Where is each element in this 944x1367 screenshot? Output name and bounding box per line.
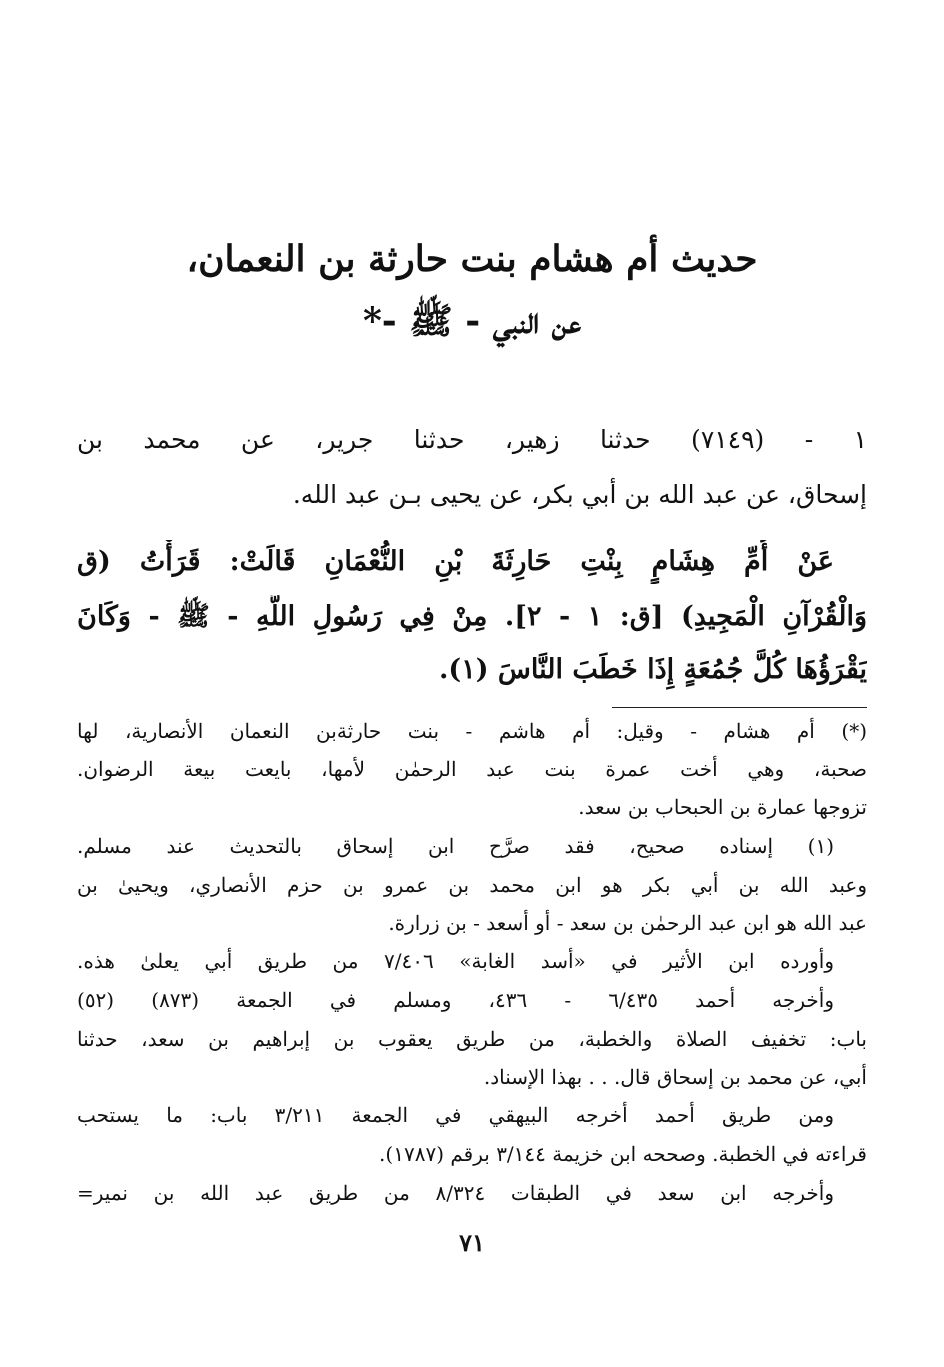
- matn-line-1: عَنْ أُمِّ هِشَامٍ بِنْتِ حَارِثَةَ بْنِ النُّعْمَانِ قَالَتْ: قَرَأْتُ (ق: [77, 546, 834, 577]
- footnote-separator: [612, 707, 867, 708]
- footnote-line-9: باب: تخفيف الصلاة والخطبة، من طريق يعقوب بن إبراهيم بن سعد، حدثنا: [77, 1027, 867, 1051]
- footnote-line-3: تزوجها عمارة بن الحبحاب بن سعد.: [578, 795, 867, 819]
- footnote-line-8: وأخرجه أحمد ٦/٤٣٥ - ٤٣٦، ومسلم في الجمعة (٨٧٣) (٥٢): [77, 988, 834, 1012]
- matn-line-3: يَقْرَؤُهَا كُلَّ جُمُعَةٍ إِذَا خَطَبَ النَّاسَ (١).: [439, 654, 867, 685]
- footnote-line-6: عبد الله هو ابن عبد الرحمٰن بن سعد - أو أسعد - بن زرارة.: [388, 911, 867, 935]
- footnote-line-12: قراءته في الخطبة. وصححه ابن خزيمة ٣/١٤٤ برقم (١٧٨٧).: [379, 1142, 867, 1166]
- isnad-line-2: إسحاق، عن عبد الله بن أبي بكر، عن يحيى بـن عبد الله.: [292, 480, 867, 509]
- chapter-title-line-1: حديث أم هشام بنت حارثة بن النعمان،: [186, 238, 758, 280]
- chapter-title-line-2: عن النبي - ﷺ -*: [362, 300, 582, 342]
- footnote-line-13: وأخرجه ابن سعد في الطبقات ٨/٣٢٤ من طريق عبد الله بن نمير=: [77, 1181, 834, 1205]
- isnad-line-1: ١ - (٧١٤٩) حدثنا زهير، حدثنا جرير، عن محمد بن: [77, 425, 867, 454]
- footnote-line-11: ومن طريق أحمد أخرجه البيهقي في الجمعة ٣/٢١١ باب: ما يستحب: [77, 1103, 834, 1127]
- footnote-line-2: صحبة، وهي أخت عمرة بنت عبد الرحمٰن لأمها، بايعت بيعة الرضوان.: [77, 757, 867, 781]
- footnote-line-4: (١) إسناده صحيح، فقد صرَّح ابن إسحاق بالتحديث عند مسلم.: [77, 834, 834, 858]
- matn-line-2: وَالْقُرْآنِ الْمَجِيدِ) [ق: ١ - ٢]. مِنْ فِي رَسُولِ اللَّهِ - ﷺ - وَكَانَ: [77, 601, 867, 632]
- footnote-line-1: (*) أم هشام - وقيل: أم هاشم - بنت حارثةبن النعمان الأنصارية، لها: [77, 719, 867, 743]
- page-number: ٧١: [459, 1228, 485, 1257]
- footnote-line-10: أبي، عن محمد بن إسحاق قال. . . بهذا الإسناد.: [483, 1065, 867, 1089]
- footnote-line-7: وأورده ابن الأثير في «أسد الغابة» ٧/٤٠٦ من طريق أبي يعلىٰ هذه.: [77, 949, 834, 973]
- footnote-line-5: وعبد الله بن أبي بكر هو ابن محمد بن عمرو بن حزم الأنصاري، ويحيىٰ بن: [77, 873, 867, 897]
